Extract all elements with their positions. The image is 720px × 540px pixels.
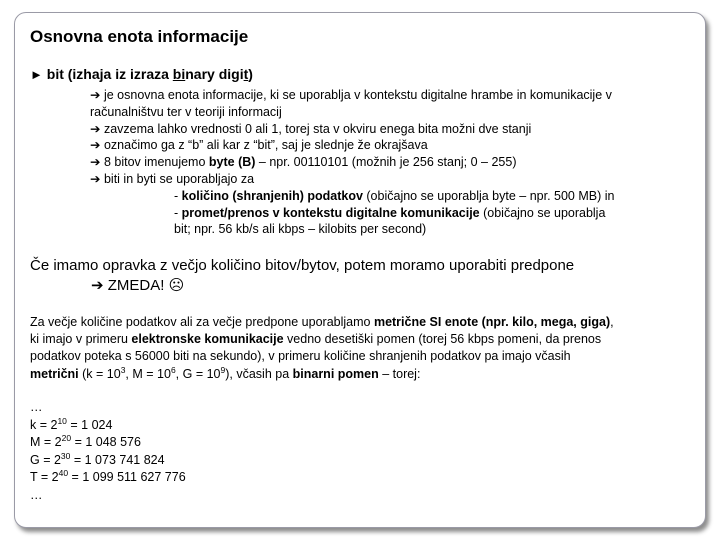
prefix-statement: Če imamo opravka z večjo količino bitov/bytov, potem moramo uporabiti predpone ➔ ZMEDA! ☹ [30,257,575,294]
triangle-bullet-icon: ► [30,67,43,82]
page-title: Osnovna enota informacije [30,27,249,46]
list-item: $G = 2^{30} = 1$ 073 741 824 [30,450,165,467]
arrow-right-icon: ➔ [90,171,101,186]
list-item: ➔ zavzema lahko vrednosti 0 ali 1, torej sta v okviru enega bita možni dve stanji [90,121,532,136]
arrow-right-icon: ➔ [90,121,101,136]
arrow-right-icon: ➔ [90,88,101,102]
list-item: $k = 2^{10} = 1$ 024 [30,415,113,432]
si-units-paragraph: Za večje količine podatkov ali za večje predpone uporabljamo metrične SI enote (npr. kilo, mega, giga), ki imajo v primeru elektronske komunikacije vedno desetiški pomen (torej 56 kbps pomeni, da prenos podatkov poteka s 56000 biti na sekundo), v primeru količine shranjenih podatkov pa imajo včasih metrični ($k = 10^3$, $M = 10^6$, $G = 10^9$), včasih pa binarni pomen – torej: [30,315,614,381]
list-item: ➔ je osnovna enota informacije, ki se uporablja v kontekstu digitalne hrambe in komunikacije v [90,88,612,102]
list-item: $M = 2^{20} = 1$ 048 576 [30,433,141,450]
bit-details [90,87,614,238]
bit-bullet: ► bit (izhaja iz izraza binary digit) [30,66,253,82]
list-item: računalništvu ter v teoriji informacij [90,104,282,119]
list-item: ➔ 8 bitov imenujemo byte (B) – npr. 00110101 (možnih je 256 stanj; 0 – 255) [90,155,517,170]
list-item: - količino (shranjenih) podatkov (običajno se uporablja byte – npr. 500 MB) in [174,188,615,203]
binary-prefix-list: … $k = 2^{10} = 1$ 024 $M = 2^{20} = 1$ 048 576 $G = 2^{30} = 1$ 073 741 824 $T = 2^{40} = 1$ 099 511 627 776 … [30,400,186,502]
list-item: ➔ biti in byti se uporabljajo za [90,171,255,186]
list-item: ➔ označimo ga z “b” ali kar z “bit”, saj je slednje že okrajšava [90,138,428,153]
arrow-right-icon: ➔ [91,277,104,294]
list-item: bit; npr. 56 kb/s ali kbps – kilobits per second) [174,222,427,237]
arrow-right-icon: ➔ [90,155,101,170]
list-item: - promet/prenos v kontekstu digitalne komunikacije (običajno se uporablja [174,205,606,220]
arrow-right-icon: ➔ [90,138,101,153]
list-item: $T = 2^{40} = 1$ 099 511 627 776 [30,468,186,485]
